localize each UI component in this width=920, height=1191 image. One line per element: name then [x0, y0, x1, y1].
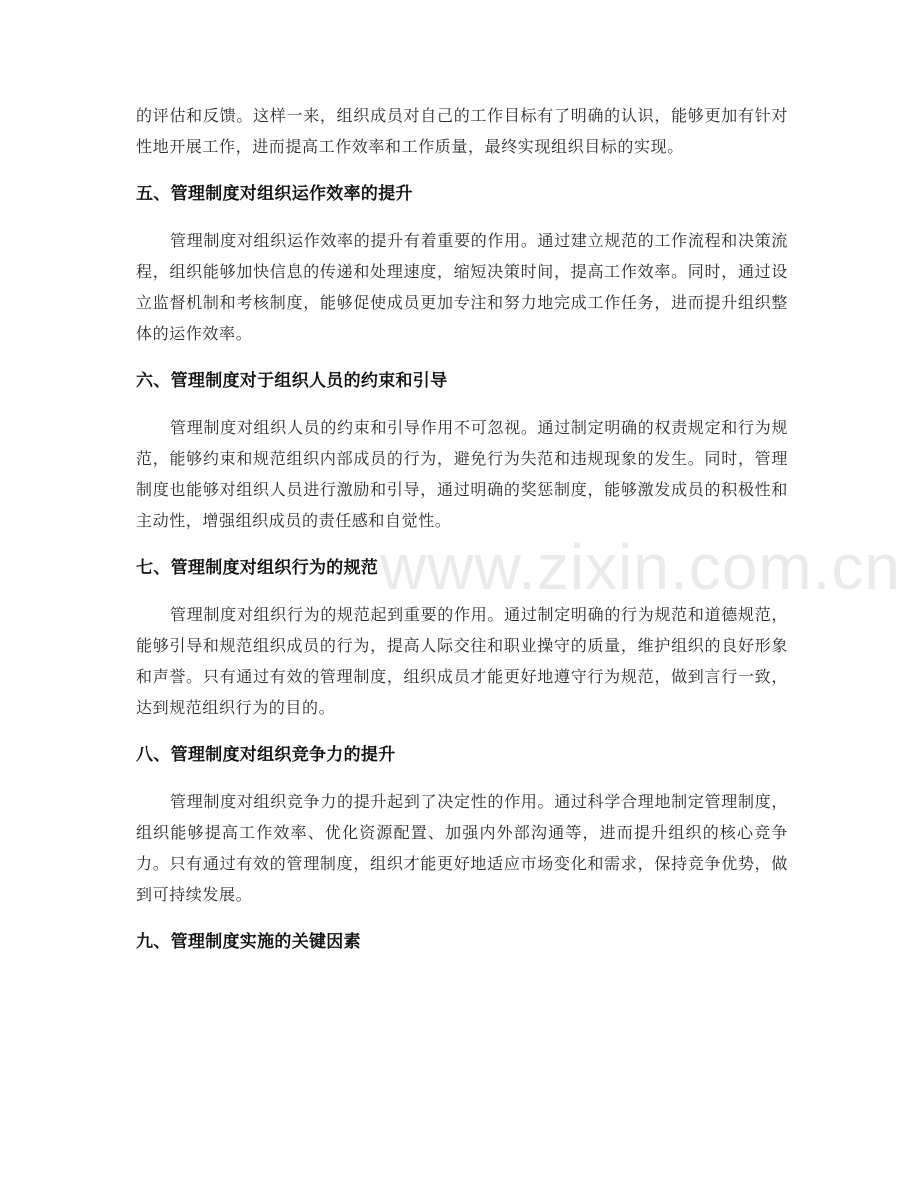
spacer [136, 770, 788, 786]
spacer [136, 209, 788, 225]
spacer [136, 349, 788, 366]
spacer [136, 396, 788, 412]
spacer [136, 536, 788, 553]
section-heading-7: 七、管理制度对组织行为的规范 [136, 558, 379, 578]
section-body-5: 管理制度对组织运作效率的提升有着重要的作用。通过建立规范的工作流程和决策流程，组织能够加快信息的传递和处理速度，缩短决策时间，提高工作效率。同时，通过设立监督机制和考核制度，能够促使成员更加专注和努力地完成工作任务，进而提升组织整体的运作效率。 [136, 231, 788, 343]
document-body [136, 100, 788, 957]
spacer [136, 723, 788, 740]
watermark: www.zixin.com.cn [380, 531, 901, 603]
section-body-6: 管理制度对组织人员的约束和引导作用不可忽视。通过制定明确的权责规定和行为规范，能够约束和规范组织内部成员的行为，避免行为失范和违规现象的发生。同时，管理制度也能够对组织人员进行激励和引导，通过明确的奖惩制度，能够激发成员的积极性和主动性，增强组织成员的责任感和自觉性。 [136, 418, 788, 530]
section-heading-9: 九、管理制度实施的关键因素 [136, 932, 361, 952]
spacer [136, 583, 788, 599]
section-heading-5: 五、管理制度对组织运作效率的提升 [136, 184, 413, 204]
section-heading-6: 六、管理制度对于组织人员的约束和引导 [136, 371, 448, 391]
spacer [136, 162, 788, 179]
spacer [136, 910, 788, 927]
intro-paragraph: 的评估和反馈。这样一来，组织成员对自己的工作目标有了明确的认识，能够更加有针对性地开展工作，进而提高工作效率和工作质量，最终实现组织目标的实现。 [136, 106, 788, 156]
section-body-8: 管理制度对组织竞争力的提升起到了决定性的作用。通过科学合理地制定管理制度，组织能够提高工作效率、优化资源配置、加强内外部沟通等，进而提升组织的核心竞争力。只有通过有效的管理制度，组织才能更好地适应市场变化和需求，保持竞争优势，做到可持续发展。 [136, 792, 788, 904]
section-body-7: 管理制度对组织行为的规范起到重要的作用。通过制定明确的行为规范和道德规范，能够引导和规范组织成员的行为，提高人际交往和职业操守的质量，维护组织的良好形象和声誉。只有通过有效的管理制度，组织成员才能更好地遵守行为规范，做到言行一致，达到规范组织行为的目的。 [136, 605, 788, 717]
section-heading-8: 八、管理制度对组织竞争力的提升 [136, 745, 396, 765]
